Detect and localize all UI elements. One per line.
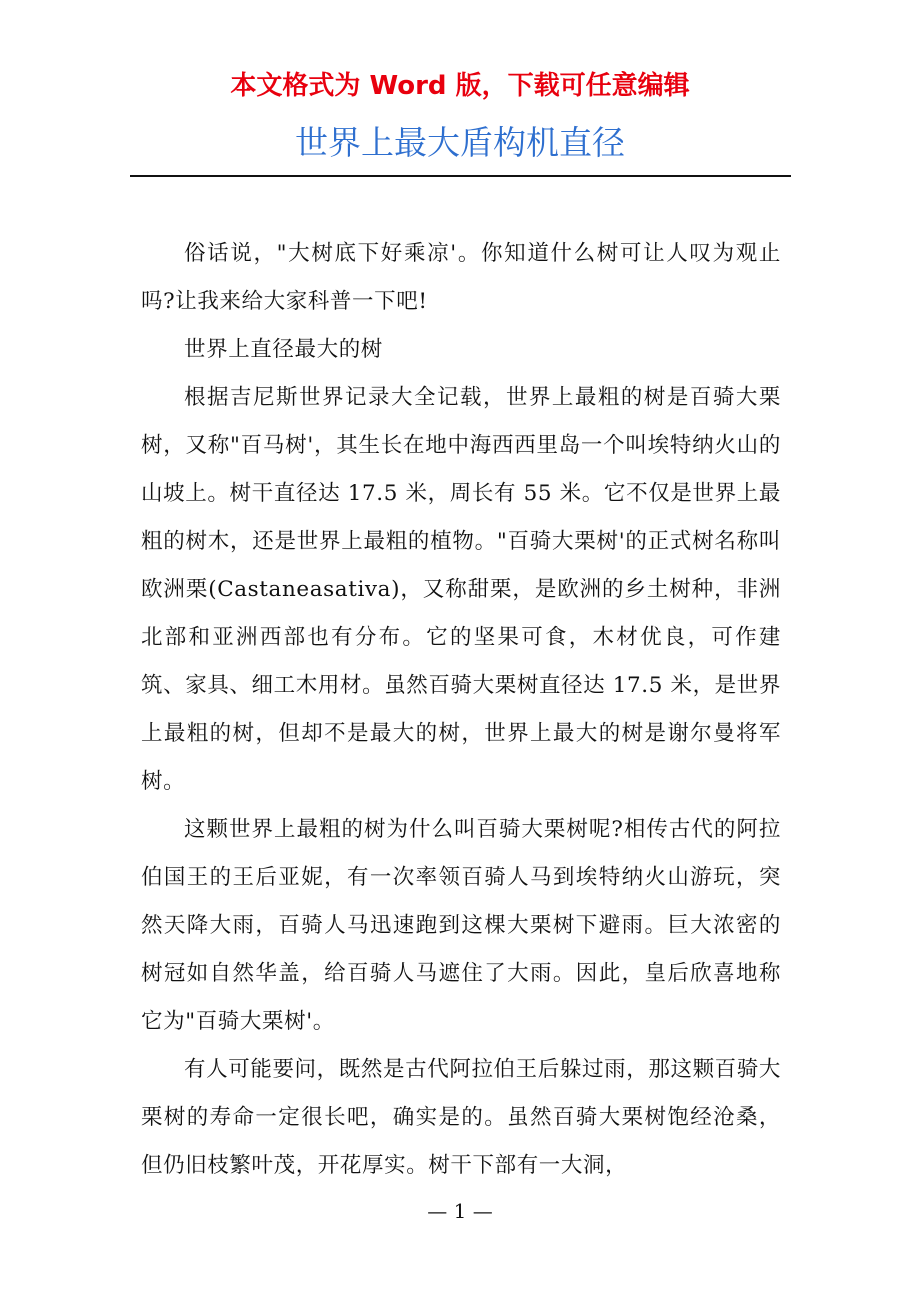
- document-body: [141, 230, 781, 1190]
- paragraph-lifespan: 有人可能要问，既然是古代阿拉伯王后躲过雨，那这颗百骑大栗树的寿命一定很长吧，确实是的。虽然百骑大栗树饱经沧桑，但仍旧枝繁叶茂，开花厚实。树干下部有一大洞，: [141, 1057, 781, 1178]
- paragraph-intro: 俗话说，"大树底下好乘凉'。你知道什么树可让人叹为观止吗?让我来给大家科普一下吧!: [141, 241, 781, 314]
- format-notice: 本文格式为 Word 版，下载可任意编辑: [230, 71, 690, 101]
- document-title: 世界上最大盾构机直径: [295, 123, 625, 162]
- paragraph-record: 根据吉尼斯世界记录大全记载，世界上最粗的树是百骑大栗树，又称"百马树'，其生长在地中海西西里岛一个叫埃特纳火山的山坡上。树干直径达 17.5 米，周长有 55 米。它不仅是世界上最粗的树木，还是世界上最粗的植物。"百骑大栗树'的正式树名称叫欧洲栗(Castaneasativa)，又称甜栗，是欧洲的乡土树种，非洲北部和亚洲西部也有分布。它的坚果可食，木材优良，可作建筑、家具、细工木用材。虽然百骑大栗树直径达 17.5 米，是世界上最粗的树，但却不是最大的树，世界上最大的树是谢尔曼将军树。: [141, 385, 781, 794]
- paragraph-legend: 这颗世界上最粗的树为什么叫百骑大栗树呢?相传古代的阿拉伯国王的王后亚妮，有一次率领百骑人马到埃特纳火山游玩，突然天降大雨，百骑人马迅速跑到这棵大栗树下避雨。巨大浓密的树冠如自然华盖，给百骑人马遮住了大雨。因此，皇后欣喜地称它为"百骑大栗树'。: [141, 817, 781, 1034]
- page-number: — 1 —: [427, 1199, 493, 1223]
- section-heading: 世界上直径最大的树: [184, 337, 383, 362]
- title-divider: [130, 175, 791, 177]
